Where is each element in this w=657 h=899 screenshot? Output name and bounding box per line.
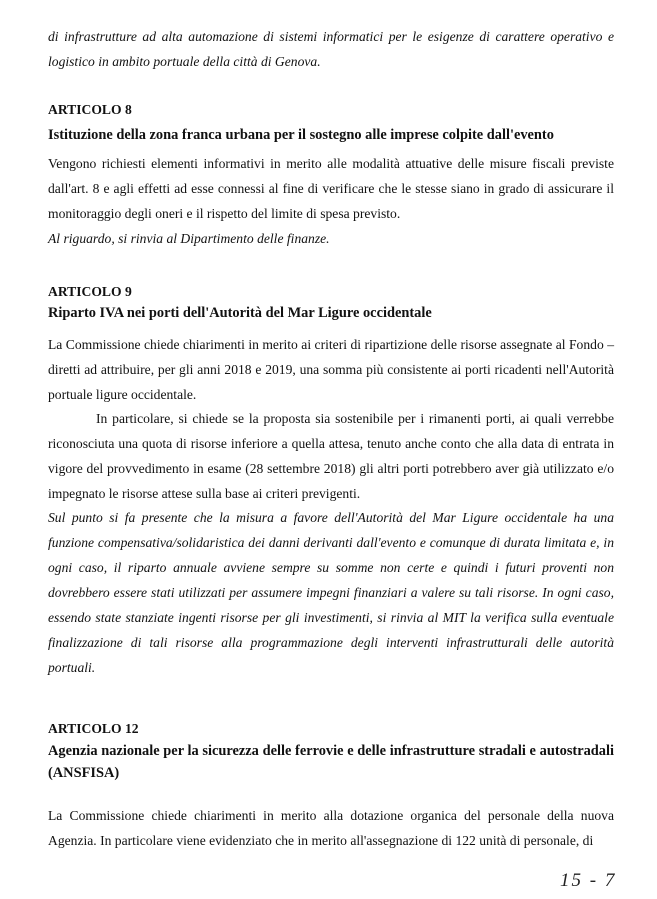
article-9-paragraph-1: La Commissione chiede chiarimenti in merito ai criteri di ripartizione delle risorse assegnate al Fondo – diretti ad attribuire, per gli anni 2018 e 2019, una somma più consistente ai porti ricadenti nell'Autorità portuale ligure occidentale. [48, 337, 614, 402]
article-9-paragraph-2: In particolare, si chiede se la proposta sia sostenibile per i rimanenti porti, ai quali verrebbe riconosciuta una quota di risorse inferiore a quella attesa, tenuto anche conto che alla data di entrata in vigore del provvedimento in esame (28 settembre 2018) gli altri porti potrebbero aver già utilizzato e/o impegnato le risorse attese sulla base ai criteri previgenti. [48, 411, 614, 501]
article-8-paragraph-2: Al riguardo, si rinvia al Dipartimento delle finanze. [48, 231, 330, 246]
article-8-paragraph-1: Vengono richiesti elementi informativi in merito alle modalità attuative delle misure fiscali previste dall'art. 8 e agli effetti ad esse connessi al fine di verificare che le stesse siano in grado di assicurare il monitoraggio degli oneri e il rispetto del limite di spesa previsto. [48, 156, 614, 221]
article-9-paragraph-3: Sul punto si fa presente che la misura a favore dell'Autorità del Mar Ligure occidentale ha una funzione compensativa/solidaristica dei danni derivanti dall'evento e comunque di durata limitata e, in ogni caso, il riparto annuale avviene sempre su somme non certe e quindi i futuri proventi non dovrebbero essere stati utilizzati per assumere impegni finanziari a valere su tali risorse. In ogni caso, essendo state stanziate ingenti risorse per gli investimenti, si rinvia al MIT la verifica sulla eventuale finalizzazione di tali risorse alla programmazione degli interventi infrastrutturali delle autorità portuali. [48, 510, 614, 675]
handwritten-page-number: 15 - 7 [560, 870, 617, 891]
article-12-heading: ARTICOLO 12 [48, 721, 139, 736]
continuation-paragraph: di infrastrutture ad alta automazione di sistemi informatici per le esigenze di carattere operativo e logistico in ambito portuale della città di Genova. [48, 29, 614, 69]
article-8-heading: ARTICOLO 8 [48, 102, 132, 117]
article-9-title: Riparto IVA nei porti dell'Autorità del Mar Ligure occidentale [48, 305, 432, 321]
article-8-title: Istituzione della zona franca urbana per il sostegno alle imprese colpite dall'evento [48, 127, 554, 143]
article-12-paragraph-1: La Commissione chiede chiarimenti in merito alla dotazione organica del personale della nuova Agenzia. In particolare viene evidenziato che in merito all'assegnazione di 122 unità di personale, di [48, 808, 614, 848]
article-9-heading: ARTICOLO 9 [48, 284, 132, 299]
article-12-title: Agenzia nazionale per la sicurezza delle ferrovie e delle infrastrutture stradali e autostradali (ANSFISA) [48, 743, 614, 781]
